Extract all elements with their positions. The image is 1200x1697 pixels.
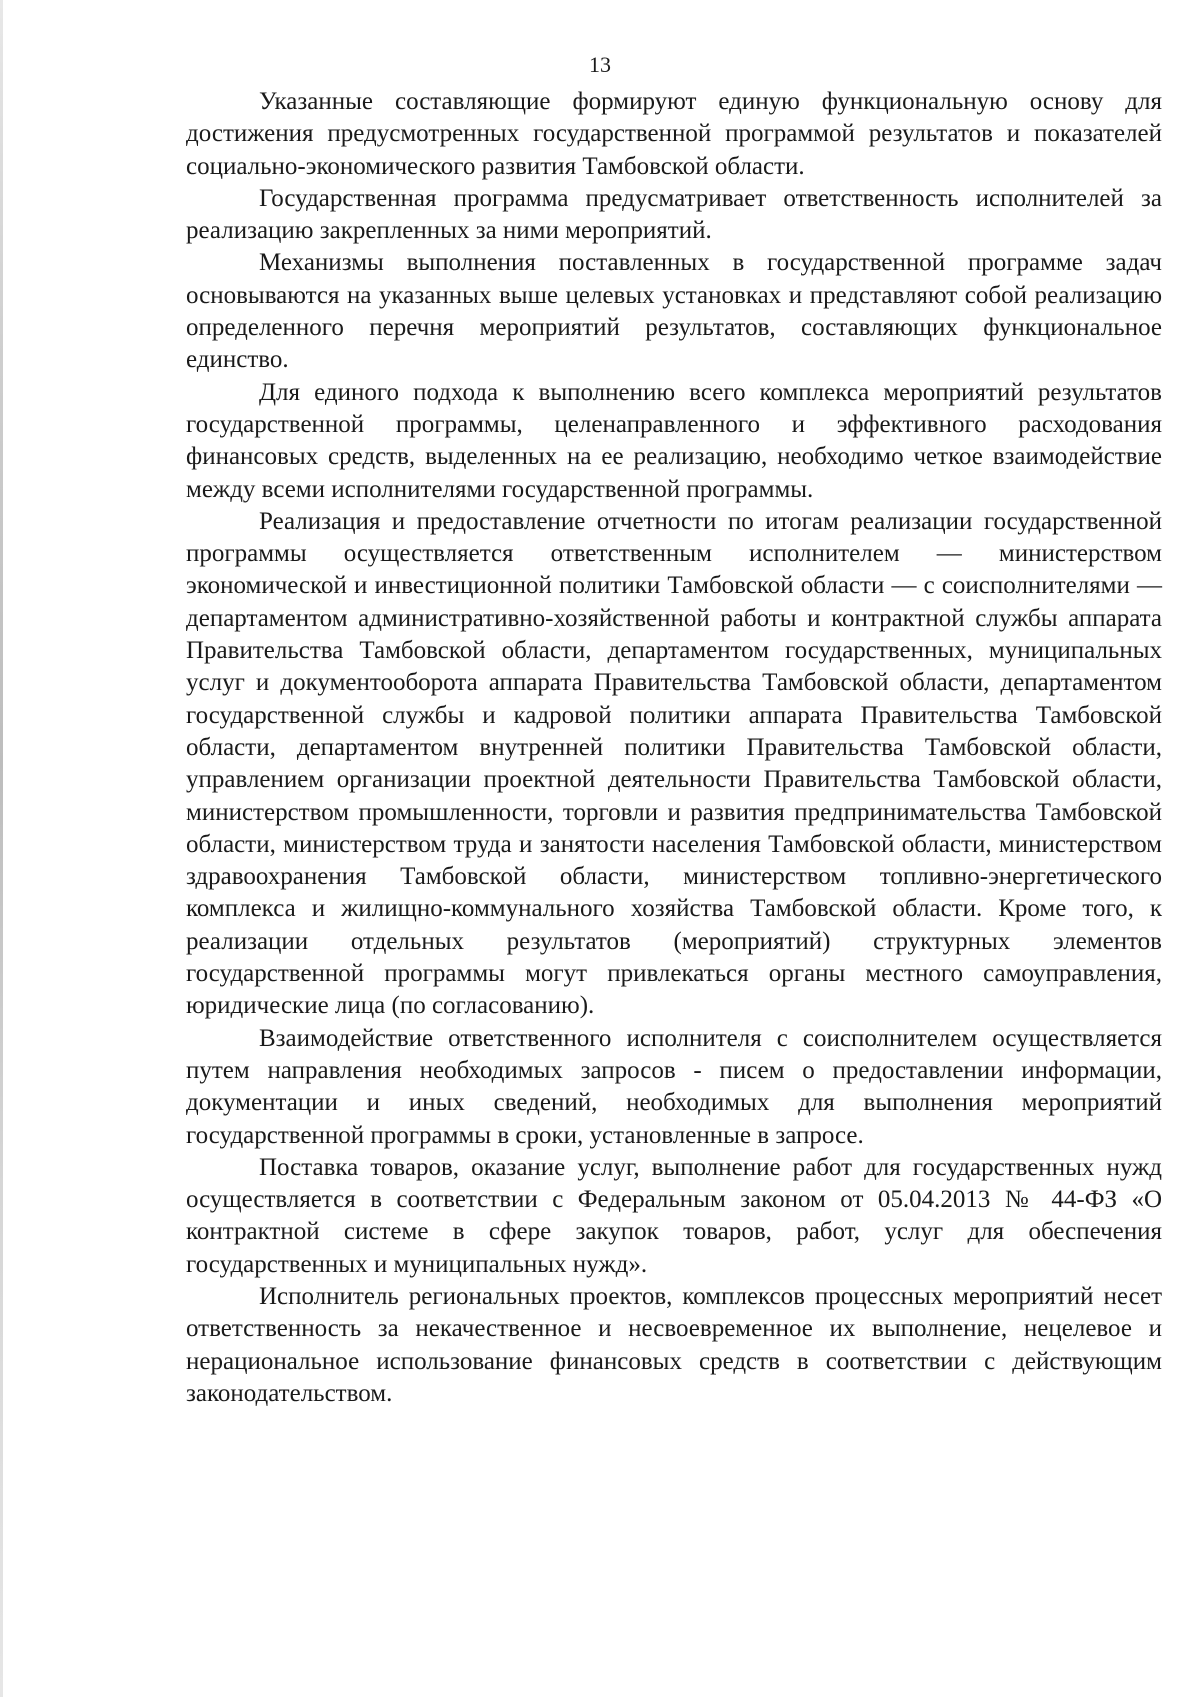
paragraph-2: Государственная программа предусматривает ответственность исполнителей за реализацию закрепленных за ними мероприятий. [186,184,1162,245]
body-text [186,86,1162,1410]
paragraph-7: Поставка товаров, оказание услуг, выполнение работ для государственных нужд осуществляется в соответствии с Федеральным законом от 05.04.2013 № 44-ФЗ «О контрактной системе в сфере закупок товаров, работ, услуг для обеспечения государственных и муниципальных нужд». [186,1153,1162,1278]
paragraph-8: Исполнитель региональных проектов, комплексов процессных мероприятий несет ответственность за некачественное и несвоевременное их выполнение, нецелевое и нерациональное использование финансовых средств в соответствии с действующим законодательством. [186,1282,1162,1407]
paragraph-5: Реализация и предоставление отчетности по итогам реализации государственной программы осуществляется ответственным исполнителем — министерством экономической и инвестиционной политики Тамбовской области — с соисполнителями — департаментом административно-хозяйственной работы и контрактной службы аппарата Правительства Тамбовской области, департаментом государственных, муниципальных услуг и документооборота аппарата Правительства Тамбовской области, департаментом государственной службы и кадровой политики аппарата Правительства Тамбовской области, департаментом внутренней политики Правительства Тамбовской области, управлением организации проектной деятельности Правительства Тамбовской области, министерством промышленности, торговли и развития предпринимательства Тамбовской области, министерством труда и занятости населения Тамбовской области, министерством здравоохранения Тамбовской области, министерством топливно-энергетического комплекса и жилищно-коммунального хозяйства Тамбовской области. Кроме того, к реализации отдельных результатов (мероприятий) структурных элементов государственной программы могут привлекаться органы местного самоуправления, юридические лица (по согласованию). [186,507,1162,1020]
paragraph-6: Взаимодействие ответственного исполнителя с соисполнителем осуществляется путем направления необходимых запросов - писем о предоставлении информации, документации и иных сведений, необходимых для выполнения мероприятий государственной программы в сроки, установленные в запросе. [186,1024,1162,1149]
paragraph-1: Указанные составляющие формируют единую функциональную основу для достижения предусмотренных государственной программой результатов и показателей социально-экономического развития Тамбовской области. [186,88,1162,180]
paragraph-4: Для единого подхода к выполнению всего комплекса мероприятий результатов государственной программы, целенаправленного и эффективного расходования финансовых средств, выделенных на ее реализацию, необходимо четкое взаимодействие между всеми исполнителями государственной программы. [186,378,1162,503]
scan-binding-edge [0,0,3,1697]
page-number: 13 [589,52,611,77]
paragraph-3: Механизмы выполнения поставленных в государственной программе задач основываются на указанных выше целевых установках и представляют собой реализацию определенного перечня мероприятий результатов, составляющих функциональное единство. [186,249,1162,374]
